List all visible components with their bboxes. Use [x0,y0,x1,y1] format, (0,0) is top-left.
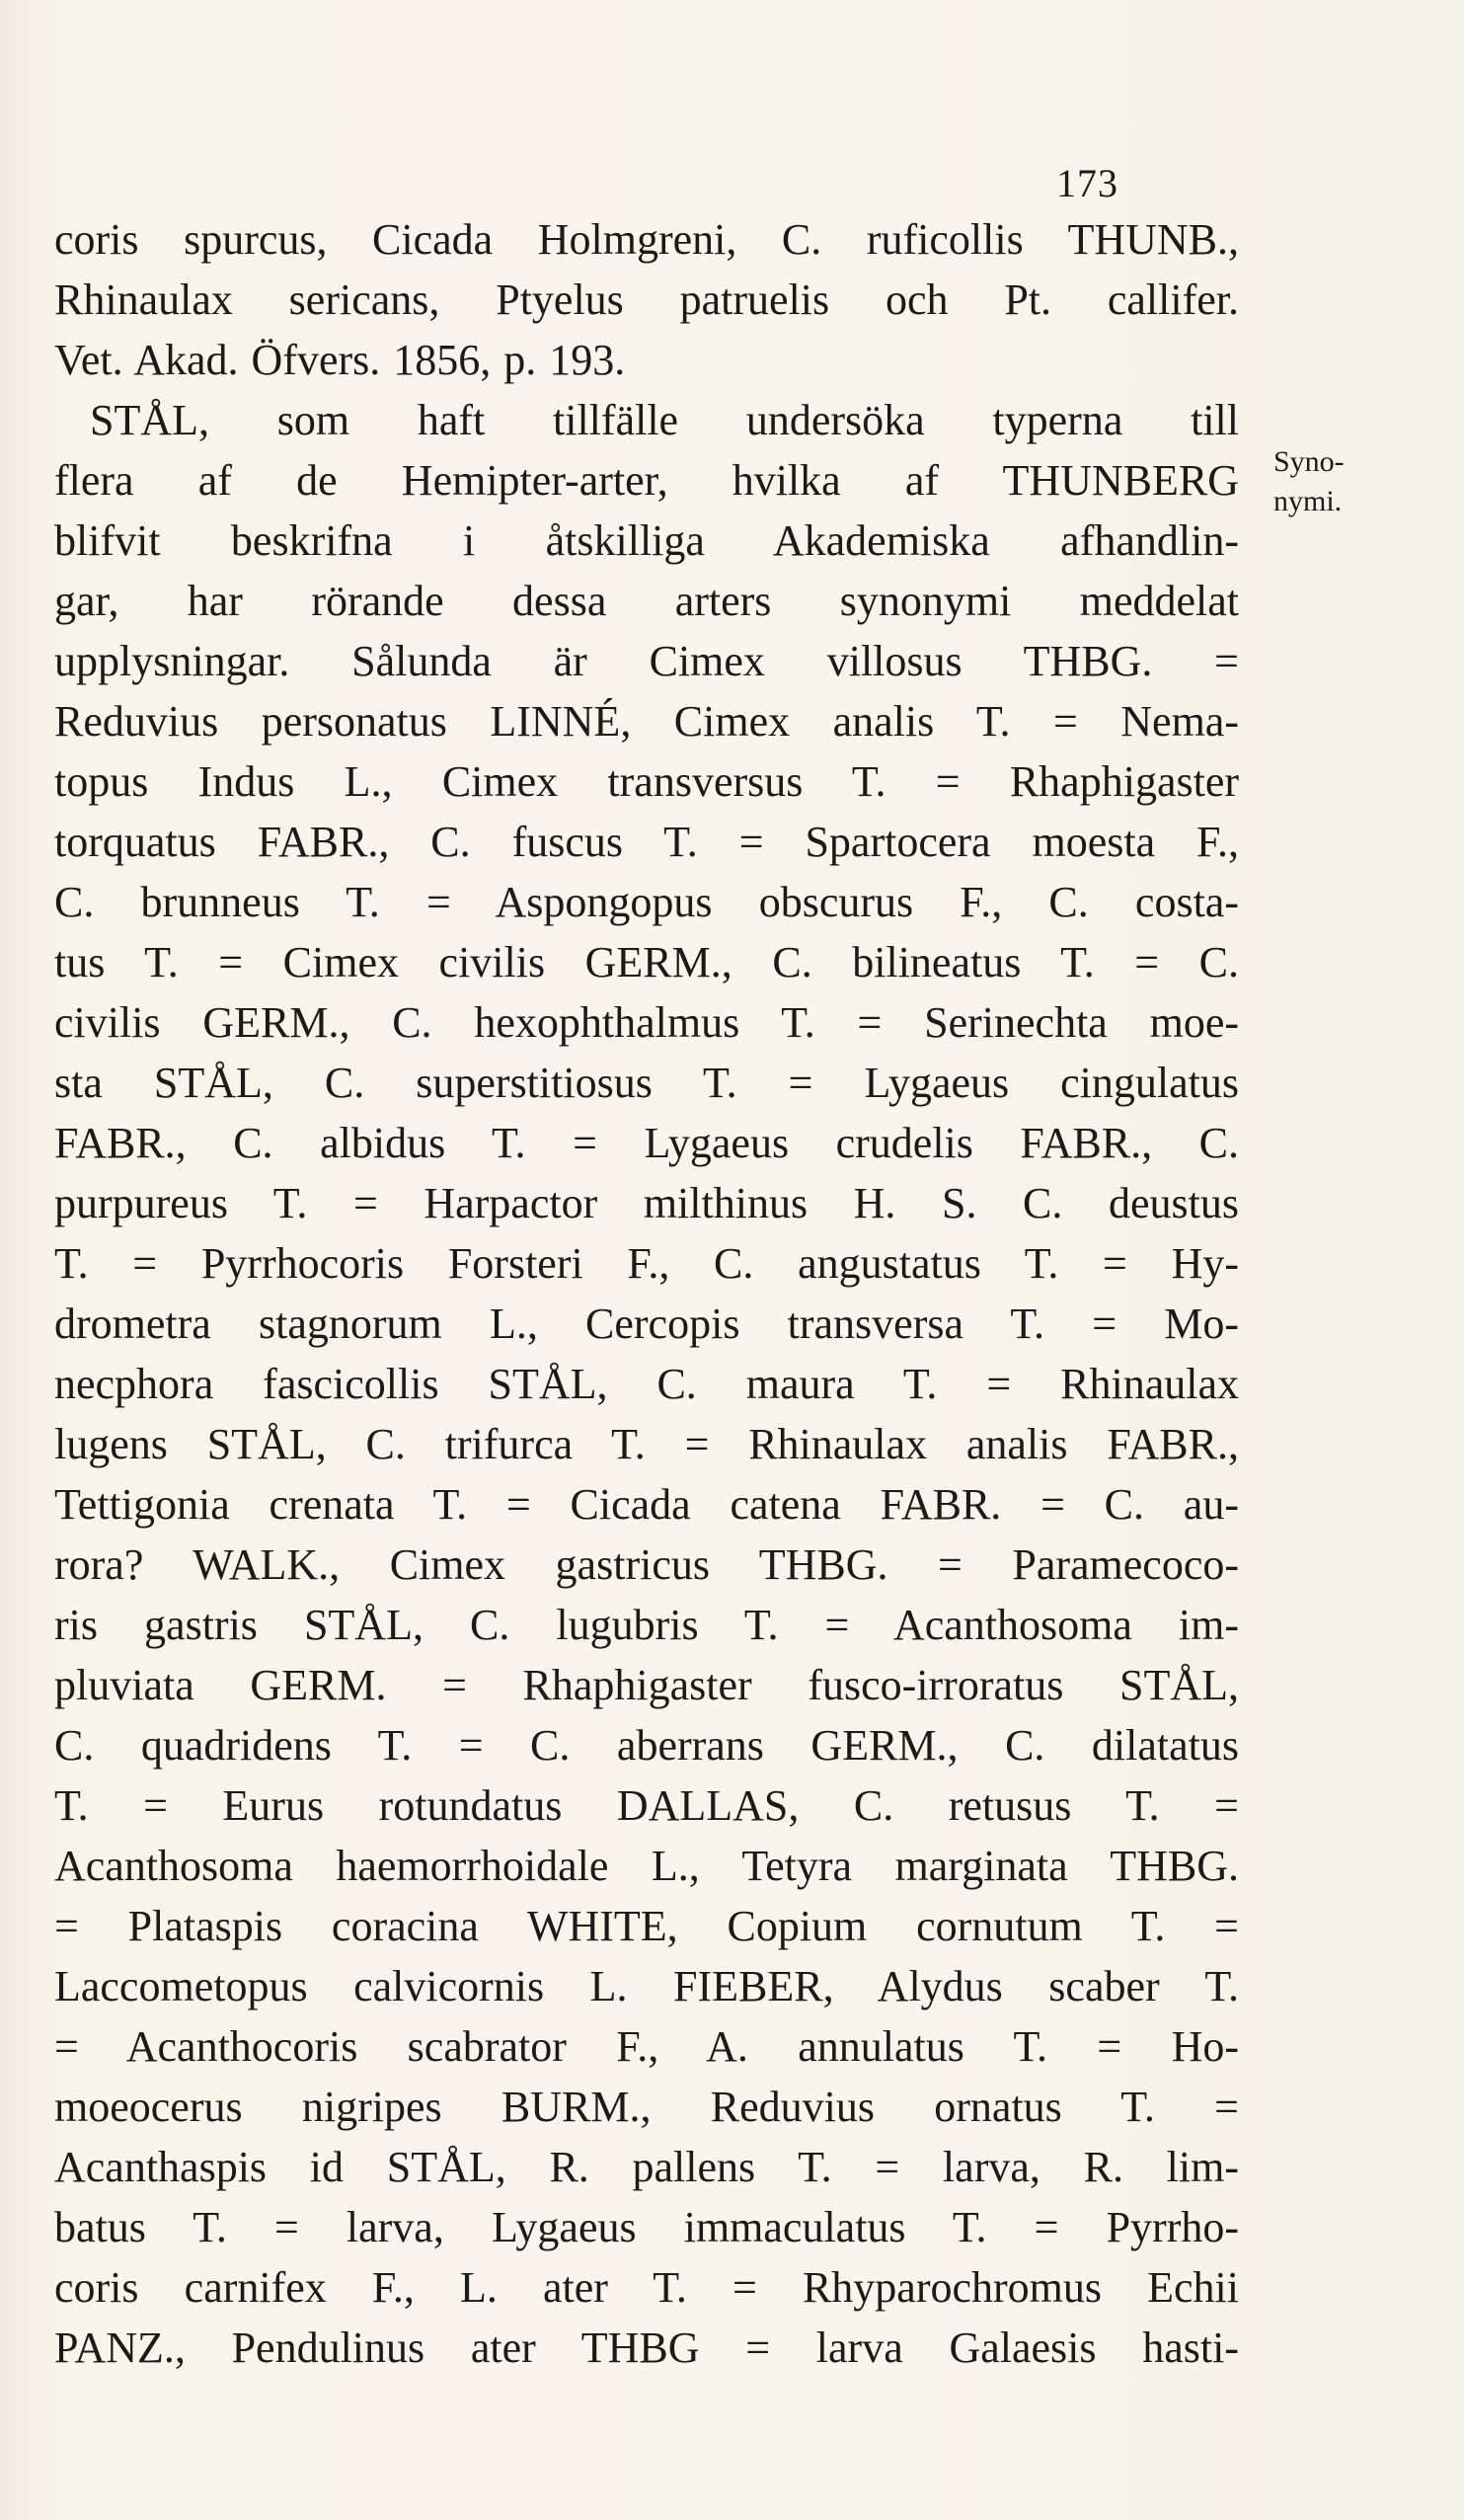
text-line: gar, har rörande dessa arters synonymi meddelat [54,577,1239,625]
text-line: civilis GERM., C. hexophthalmus T. = Serinechta moe- [54,998,1239,1047]
body-text [54,209,1239,2378]
text-line: batus T. = larva, Lygaeus immaculatus T. = Pyrrho- [54,2203,1239,2251]
text-line: blifvit beskrifna i åtskilliga Akademiska afhandlin- [54,516,1239,565]
text-line: ris gastris STÅL, C. lugubris T. = Acanthosoma im- [54,1601,1239,1649]
text-line: Acanthaspis id STÅL, R. pallens T. = larva, R. lim- [54,2143,1239,2191]
text-line: drometra stagnorum L., Cercopis transversa T. = Mo- [54,1299,1239,1348]
text-line: upplysningar. Sålunda är Cimex villosus THBG. = [54,637,1239,685]
margin-note-line: nymi. [1273,485,1343,517]
text-line: moeocerus nigripes BURM., Reduvius ornatus T. = [54,2083,1239,2131]
text-line: flera af de Hemipter-arter, hvilka af THUNBERG [54,456,1239,505]
text-line: = Plataspis coracina WHITE, Copium cornutum T. = [54,1902,1239,1950]
text-line: Laccometopus calvicornis L. FIEBER, Alydus scaber T. [54,1962,1239,2010]
text-line: topus Indus L., Cimex transversus T. = Rhaphigaster [54,757,1239,806]
margin-note [1273,442,1345,521]
text-line: PANZ., Pendulinus ater THBG = larva Galaesis hasti- [54,2323,1239,2372]
text-line: sta STÅL, C. superstitiosus T. = Lygaeus cingulatus [54,1059,1239,1107]
text-line: Acanthosoma haemorrhoidale L., Tetyra marginata THBG. [54,1842,1239,1890]
text-line: pluviata GERM. = Rhaphigaster fusco-irroratus STÅL, [54,1661,1239,1709]
text-line: STÅL, som haft tillfälle undersöka typerna till [90,396,1239,444]
text-line: coris spurcus, Cicada Holmgreni, C. ruficollis THUNB., [54,215,1239,264]
text-line: Reduvius personatus LINNÉ, Cimex analis T. = Nema- [54,697,1239,746]
margin-note-line: Syno- [1273,445,1345,478]
text-line: FABR., C. albidus T. = Lygaeus crudelis FABR., C. [54,1119,1239,1167]
text-line: lugens STÅL, C. trifurca T. = Rhinaulax analis FABR., [54,1420,1239,1468]
text-line: tus T. = Cimex civilis GERM., C. bilineatus T. = C. [54,938,1239,986]
text-line: purpureus T. = Harpactor milthinus H. S. C. deustus [54,1179,1239,1227]
text-line: C. quadridens T. = C. aberrans GERM., C. dilatatus [54,1721,1239,1770]
text-line: T. = Pyrrhocoris Forsteri F., C. angustatus T. = Hy- [54,1239,1239,1288]
text-line: rora? WALK., Cimex gastricus THBG. = Paramecoco- [54,1540,1239,1589]
text-line: coris carnifex F., L. ater T. = Rhyparochromus Echii [54,2263,1239,2312]
text-line: necphora fascicollis STÅL, C. maura T. = Rhinaulax [54,1360,1239,1408]
text-line: torquatus FABR., C. fuscus T. = Spartocera moesta F., [54,818,1239,866]
text-line: Tettigonia crenata T. = Cicada catena FABR. = C. au- [54,1480,1239,1529]
text-line: C. brunneus T. = Aspongopus obscurus F., C. costa- [54,878,1239,926]
text-line: Vet. Akad. Öfvers. 1856, p. 193. [54,336,626,384]
text-line: T. = Eurus rotundatus DALLAS, C. retusus T. = [54,1781,1239,1830]
text-line: = Acanthocoris scabrator F., A. annulatus T. = Ho- [54,2022,1239,2071]
page-number: 173 [1056,161,1118,205]
text-line: Rhinaulax sericans, Ptyelus patruelis och Pt. callifer. [54,276,1239,324]
